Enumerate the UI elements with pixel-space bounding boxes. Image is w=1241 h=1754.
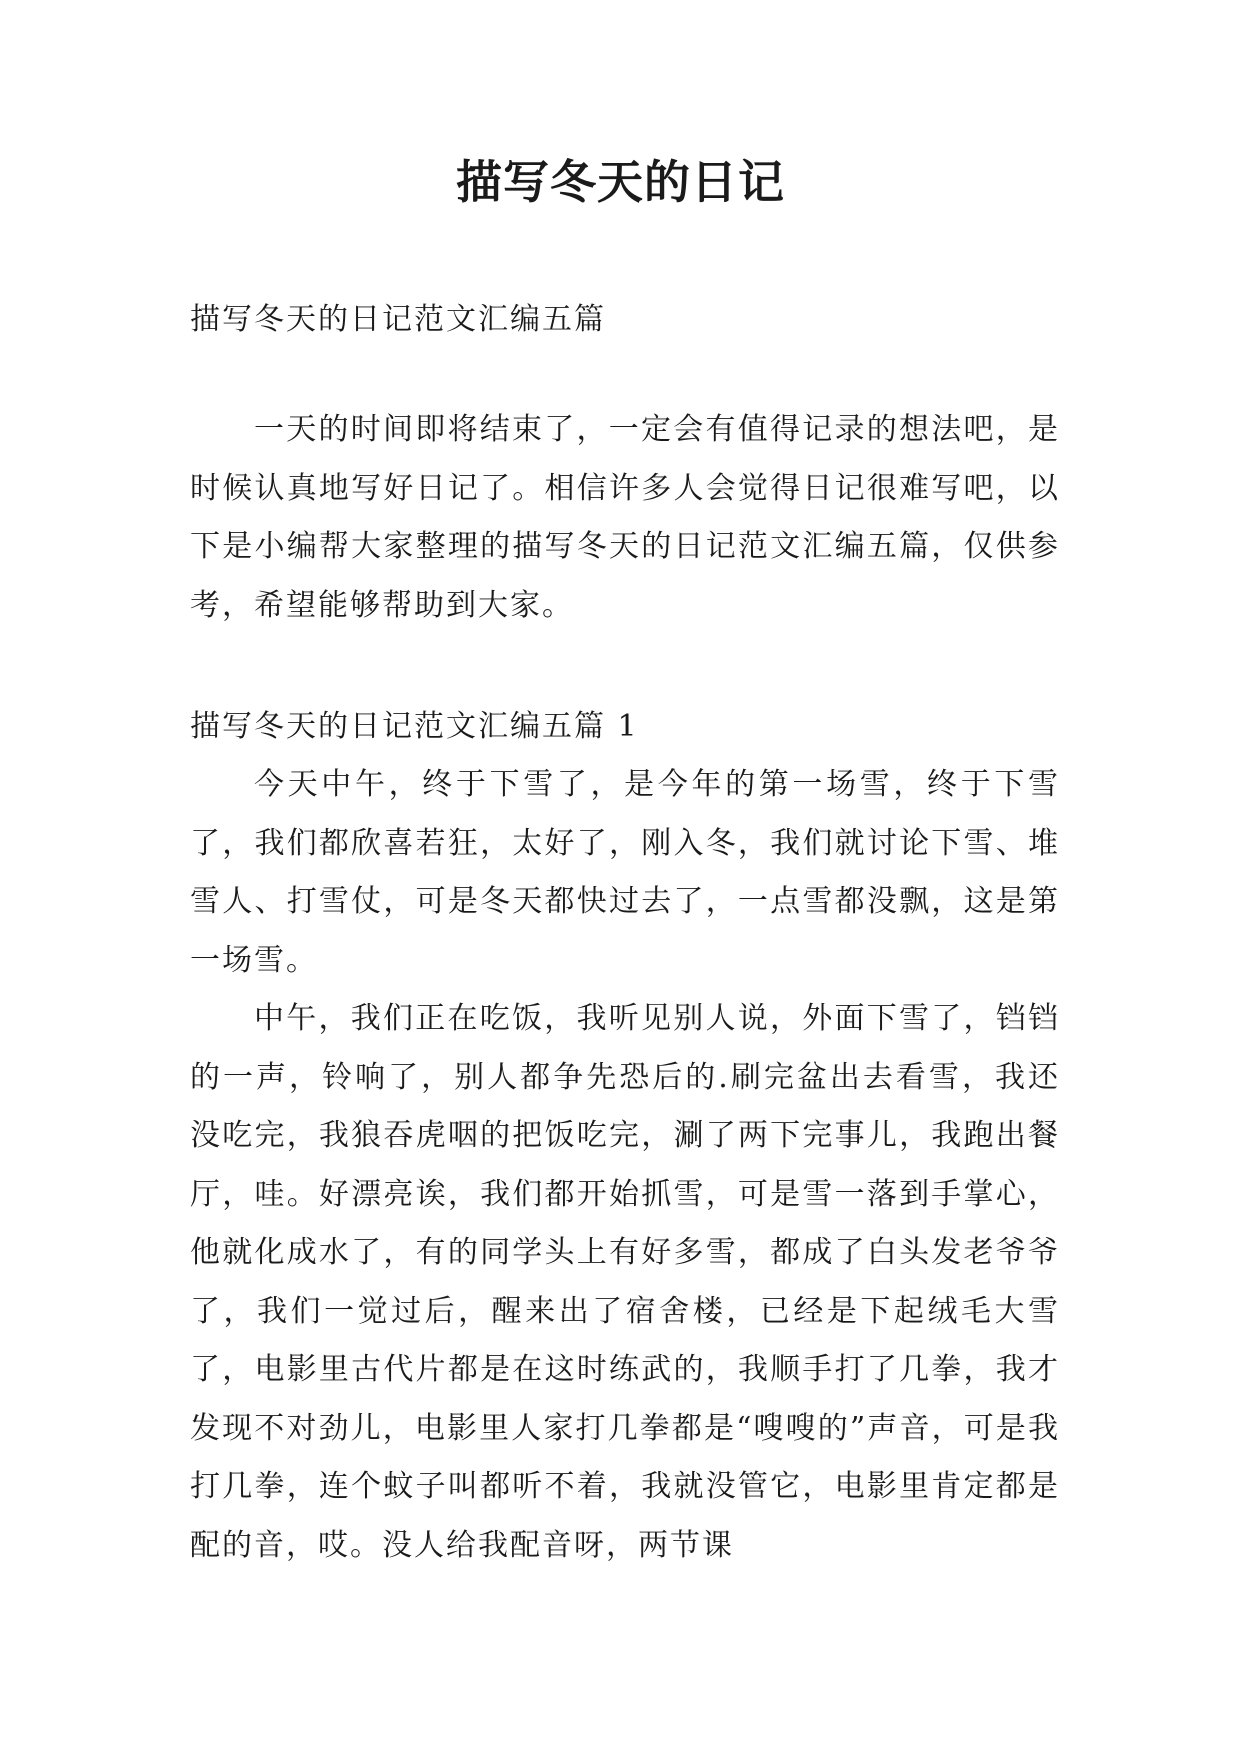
document-title: 描写冬天的日记: [456, 155, 785, 209]
section-heading: 描写冬天的日记范文汇编五篇 1: [190, 709, 639, 744]
body-paragraph-2: 中午，我们正在吃饭，我听见别人说，外面下雪了，铛铛的一声，铃响了，别人都争先恐后的.刷完盆出去看雪，我还没吃完，我狼吞虎咽的把饭吃完，涮了两下完事儿，我跑出餐厅，哇。好漂亮诶，我们都开始抓雪，可是雪一落到手掌心，他就化成水了，有的同学头上有好多雪，都成了白头发老爷爷了，我们一觉过后，醒来出了宿舍楼，已经是下起绒毛大雪了，电影里古代片都是在这时练武的，我顺手打了几拳，我才发现不对劲儿，电影里人家打几拳都是“嗖嗖的”声音，可是我打几拳，连个蚊子叫都听不着，我就没管它，电影里肯定都是配的音，哎。没人给我配音呀，两节课: [190, 1001, 1060, 1563]
body-paragraph-1: 今天中午，终于下雪了，是今年的第一场雪，终于下雪了，我们都欣喜若狂，太好了，刚入冬，我们就讨论下雪、堆雪人、打雪仗，可是冬天都快过去了，一点雪都没飘，这是第一场雪。: [190, 767, 1060, 978]
intro-paragraph: 一天的时间即将结束了，一定会有值得记录的想法吧，是时候认真地写好日记了。相信许多人会觉得日记很难写吧，以下是小编帮大家整理的描写冬天的日记范文汇编五篇，仅供参考，希望能够帮助到大家。: [190, 412, 1060, 623]
document-subtitle: 描写冬天的日记范文汇编五篇: [190, 302, 606, 337]
